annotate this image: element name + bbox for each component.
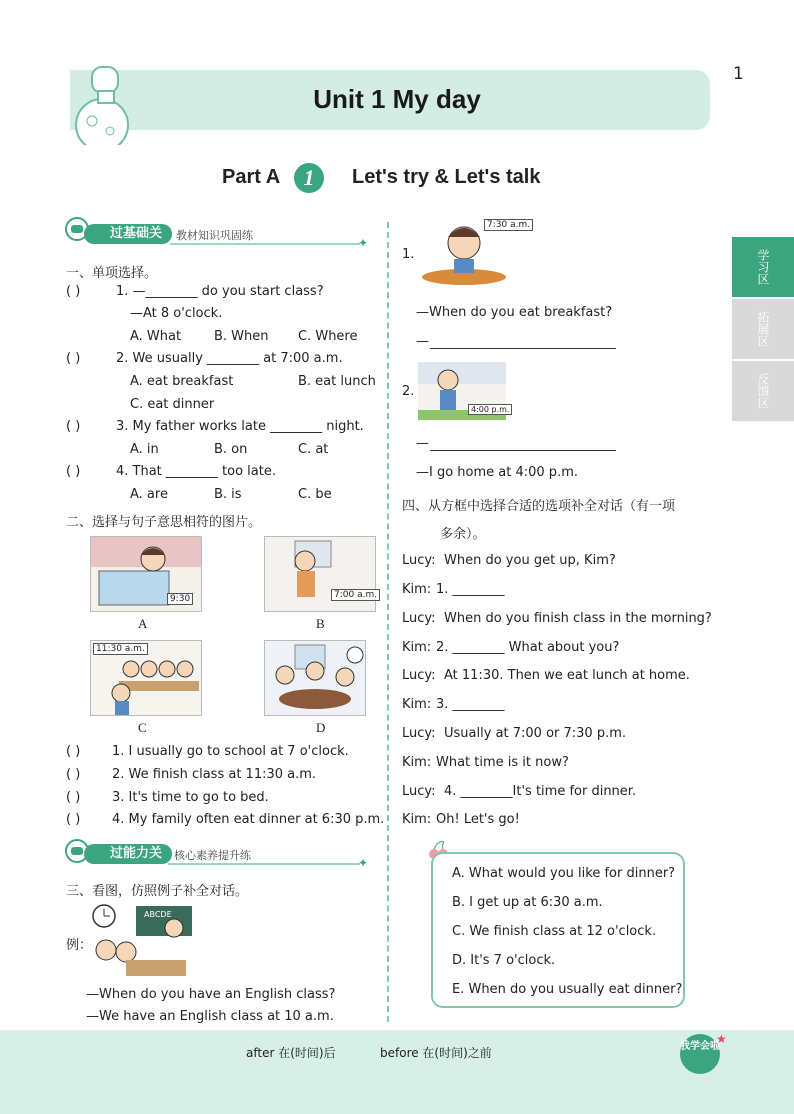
option: C. at — [298, 442, 329, 457]
picture-d-family-dinner — [264, 640, 366, 716]
answer-line[interactable] — [430, 348, 616, 349]
i-learned-badge: 我学会啦 — [680, 1034, 720, 1074]
section-subtitle-ability: 核心素养提升练 — [174, 849, 251, 862]
option: B. is — [214, 487, 242, 502]
picture-breakfast — [418, 215, 531, 287]
section-bar-basic: 过基础关 — [84, 224, 172, 244]
dialogue-speaker: Lucy: — [402, 611, 436, 626]
part-number-badge: 1 — [294, 163, 324, 193]
dialogue-line: At 11:30. Then we eat lunch at home. — [444, 668, 690, 683]
star-icon: ✦ — [358, 236, 369, 250]
part-label: Part A — [222, 166, 281, 188]
tab-study-zone[interactable]: 学习区 — [732, 237, 794, 297]
footer-band — [0, 1030, 794, 1114]
column-divider — [387, 222, 389, 1022]
option: A. What — [130, 329, 182, 344]
side-tabs — [732, 237, 794, 423]
page-number: 1 — [733, 64, 744, 84]
option: C. eat dinner — [130, 397, 215, 412]
example-label: 例： — [66, 938, 93, 953]
q1-1-stem2: —At 8 o'clock. — [130, 306, 223, 321]
option: A. are — [130, 487, 168, 502]
clock-display: 7:00 a.m. — [331, 589, 380, 601]
clock-display: 7:30 a.m. — [484, 219, 533, 231]
clock-display: 11:30 a.m. — [93, 643, 148, 655]
picture-label-c: C — [138, 720, 147, 735]
blackboard-text: ABCDE — [144, 910, 172, 919]
unit-title: Unit 1 My day — [313, 84, 481, 114]
example-question: —When do you have an English class? — [86, 987, 336, 1002]
clock-display: 4:00 p.m. — [468, 404, 512, 415]
dialogue-speaker: Lucy: — [402, 553, 436, 568]
star-icon: ★ — [716, 1032, 727, 1046]
q1-1-stem: 1. —________ do you start class? — [116, 284, 324, 299]
answer-blank[interactable]: ( ) — [66, 790, 81, 805]
q2-sentence: 2. We finish class at 11:30 a.m. — [112, 767, 317, 782]
option-item: A. What would you like for dinner? — [452, 866, 676, 881]
picture-label-b: B — [316, 616, 325, 631]
dialogue-blank[interactable]: 1. ________ — [436, 582, 505, 597]
option: B. on — [214, 442, 248, 457]
answer-blank[interactable]: ( ) — [66, 744, 81, 759]
answer-blank[interactable]: ( ) — [66, 351, 81, 366]
dialogue-speaker: Kim: — [402, 755, 432, 770]
star-icon: ✦ — [358, 856, 369, 870]
answer-blank[interactable]: ( ) — [66, 284, 81, 299]
section-underline — [168, 863, 360, 865]
dash: — — [416, 334, 429, 349]
q1-heading: 一、单项选择。 — [66, 266, 158, 281]
dialogue-speaker: Kim: — [402, 640, 432, 655]
q4-heading: 四、从方框中选择合适的选项补全对话（有一项 — [402, 499, 676, 514]
dialogue-line: What time is it now? — [436, 755, 569, 770]
tab-feedback-zone[interactable]: 反馈区 — [732, 361, 794, 421]
dialogue-line: When do you get up, Kim? — [444, 553, 616, 568]
answer-line[interactable] — [430, 450, 616, 451]
example-answer: —We have an English class at 10 a.m. — [86, 1009, 334, 1024]
answer-blank[interactable]: ( ) — [66, 464, 81, 479]
option-item: D. It's 7 o'clock. — [452, 953, 556, 968]
answer-blank[interactable]: ( ) — [66, 812, 81, 827]
dialogue-speaker: Lucy: — [402, 668, 436, 683]
q3-heading: 三、看图，仿照例子补全对话。 — [66, 884, 249, 899]
option: A. in — [130, 442, 159, 457]
q1-3-stem: 3. My father works late ________ night. — [116, 419, 364, 434]
option-item: B. I get up at 6:30 a.m. — [452, 895, 603, 910]
q3-1-question: —When do you eat breakfast? — [416, 305, 613, 320]
dialogue-speaker: Kim: — [402, 697, 432, 712]
option: C. Where — [298, 329, 358, 344]
option: C. be — [298, 487, 332, 502]
q3-item-number: 2. — [402, 384, 415, 399]
vocab-note-after: after 在(时间)后 — [246, 1046, 336, 1060]
q3-2-answer: —I go home at 4:00 p.m. — [416, 465, 578, 480]
option: B. When — [214, 329, 269, 344]
q4-heading-cont: 多余）。 — [440, 527, 486, 542]
picture-c-classroom — [90, 640, 202, 716]
dialogue-speaker: Lucy: — [402, 784, 436, 799]
dialogue-speaker: Lucy: — [402, 726, 436, 741]
section-bar-ability: 过能力关 — [84, 844, 172, 864]
dialogue-blank[interactable]: 4. ________It's time for dinner. — [444, 784, 637, 799]
dialogue-speaker: Kim: — [402, 582, 432, 597]
clock-display: 9:30 — [167, 593, 193, 605]
part-title: Let's try & Let's talk — [352, 166, 541, 188]
q1-4-stem: 4. That ________ too late. — [116, 464, 276, 479]
dialogue-line: Usually at 7:00 or 7:30 p.m. — [444, 726, 626, 741]
answer-blank[interactable]: ( ) — [66, 767, 81, 782]
section-underline — [170, 243, 360, 245]
picture-b-leaving-home — [264, 536, 376, 612]
dialogue-speaker: Kim: — [402, 812, 432, 827]
q2-sentence: 4. My family often eat dinner at 6:30 p.m. — [112, 812, 385, 827]
q2-sentence: 1. I usually go to school at 7 o'clock. — [112, 744, 349, 759]
tab-extend-zone[interactable]: 拓展区 — [732, 299, 794, 359]
picture-go-home — [418, 362, 510, 420]
option-item: E. When do you usually eat dinner? — [452, 982, 683, 997]
option: B. eat lunch — [298, 374, 376, 389]
dialogue-blank[interactable]: 3. ________ — [436, 697, 505, 712]
dialogue-line: When do you finish class in the morning? — [444, 611, 712, 626]
q2-sentence: 3. It's time to go to bed. — [112, 790, 269, 805]
example-picture-english-class — [86, 902, 198, 978]
q2-heading: 二、选择与句子意思相符的图片。 — [66, 515, 262, 530]
section-subtitle-basic: 教材知识巩固练 — [176, 229, 253, 242]
answer-blank[interactable]: ( ) — [66, 419, 81, 434]
option: A. eat breakfast — [130, 374, 234, 389]
picture-label-d: D — [316, 720, 326, 735]
vocab-note-before: before 在(时间)之前 — [380, 1046, 492, 1060]
picture-a-bedroom — [90, 536, 202, 612]
dialogue-line: Oh! Let's go! — [436, 812, 520, 827]
q1-2-stem: 2. We usually ________ at 7:00 a.m. — [116, 351, 343, 366]
q3-item-number: 1. — [402, 247, 415, 262]
dash: — — [416, 436, 429, 451]
picture-label-a: A — [138, 616, 148, 631]
dialogue-blank[interactable]: 2. ________ What about you? — [436, 640, 620, 655]
option-item: C. We finish class at 12 o'clock. — [452, 924, 657, 939]
